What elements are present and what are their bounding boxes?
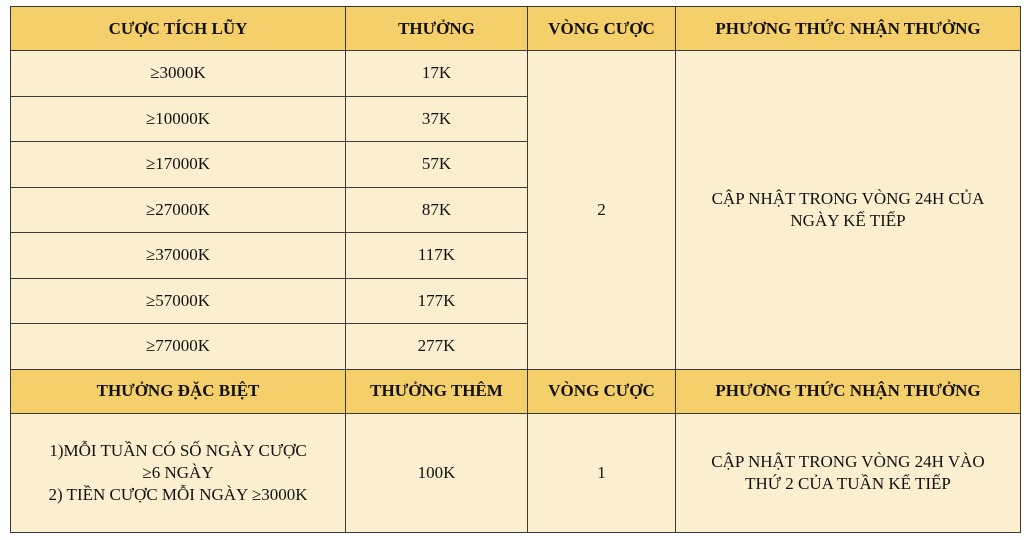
tier-bet-cell: ≥10000K — [11, 96, 346, 142]
table-row — [11, 413, 1021, 532]
tier-bet-cell: ≥37000K — [11, 233, 346, 279]
table-header-row — [11, 369, 1021, 413]
tier-method-line: NGÀY KẾ TIẾP — [790, 210, 906, 230]
tier-reward-cell: 57K — [346, 142, 528, 188]
special-conditions-cell — [11, 413, 346, 532]
table-header-row — [11, 7, 1021, 51]
header-special-reward: THƯỞNG ĐẶC BIỆT — [11, 369, 346, 413]
header-reward: THƯỞNG — [346, 7, 528, 51]
special-rounds-cell: 1 — [528, 413, 676, 532]
promo-reward-table — [10, 6, 1021, 533]
special-condition-line: ≥6 NGÀY — [142, 462, 214, 482]
tier-reward-cell: 17K — [346, 51, 528, 97]
tier-reward-cell: 117K — [346, 233, 528, 279]
special-bonus-cell: 100K — [346, 413, 528, 532]
table-row — [11, 51, 1021, 97]
special-method-line: THỨ 2 CỦA TUẦN KẾ TIẾP — [745, 473, 951, 493]
header-cumulative-bet: CƯỢC TÍCH LŨY — [11, 7, 346, 51]
header-claim-method: PHƯƠNG THỨC NHẬN THƯỞNG — [676, 7, 1021, 51]
promo-table-container — [10, 6, 1021, 533]
tier-bet-cell: ≥27000K — [11, 187, 346, 233]
special-condition-line: 1)MỖI TUẦN CÓ SỐ NGÀY CƯỢC — [49, 440, 307, 460]
tier-method-cell — [676, 51, 1021, 370]
tier-bet-cell: ≥17000K — [11, 142, 346, 188]
header-claim-method: PHƯƠNG THỨC NHẬN THƯỞNG — [676, 369, 1021, 413]
special-method-cell — [676, 413, 1021, 532]
header-extra-reward: THƯỞNG THÊM — [346, 369, 528, 413]
tier-method-line: CẬP NHẬT TRONG VÒNG 24H CỦA — [711, 188, 985, 208]
special-condition-line: 2) TIỀN CƯỢC MỖI NGÀY ≥3000K — [48, 484, 308, 504]
header-wager-rounds: VÒNG CƯỢC — [528, 7, 676, 51]
tier-reward-cell: 87K — [346, 187, 528, 233]
tier-rounds-cell: 2 — [528, 51, 676, 370]
header-wager-rounds: VÒNG CƯỢC — [528, 369, 676, 413]
tier-reward-cell: 37K — [346, 96, 528, 142]
tier-bet-cell: ≥57000K — [11, 278, 346, 324]
tier-reward-cell: 177K — [346, 278, 528, 324]
tier-reward-cell: 277K — [346, 324, 528, 370]
tier-bet-cell: ≥3000K — [11, 51, 346, 97]
special-method-line: CẬP NHẬT TRONG VÒNG 24H VÀO — [711, 451, 985, 471]
tier-bet-cell: ≥77000K — [11, 324, 346, 370]
